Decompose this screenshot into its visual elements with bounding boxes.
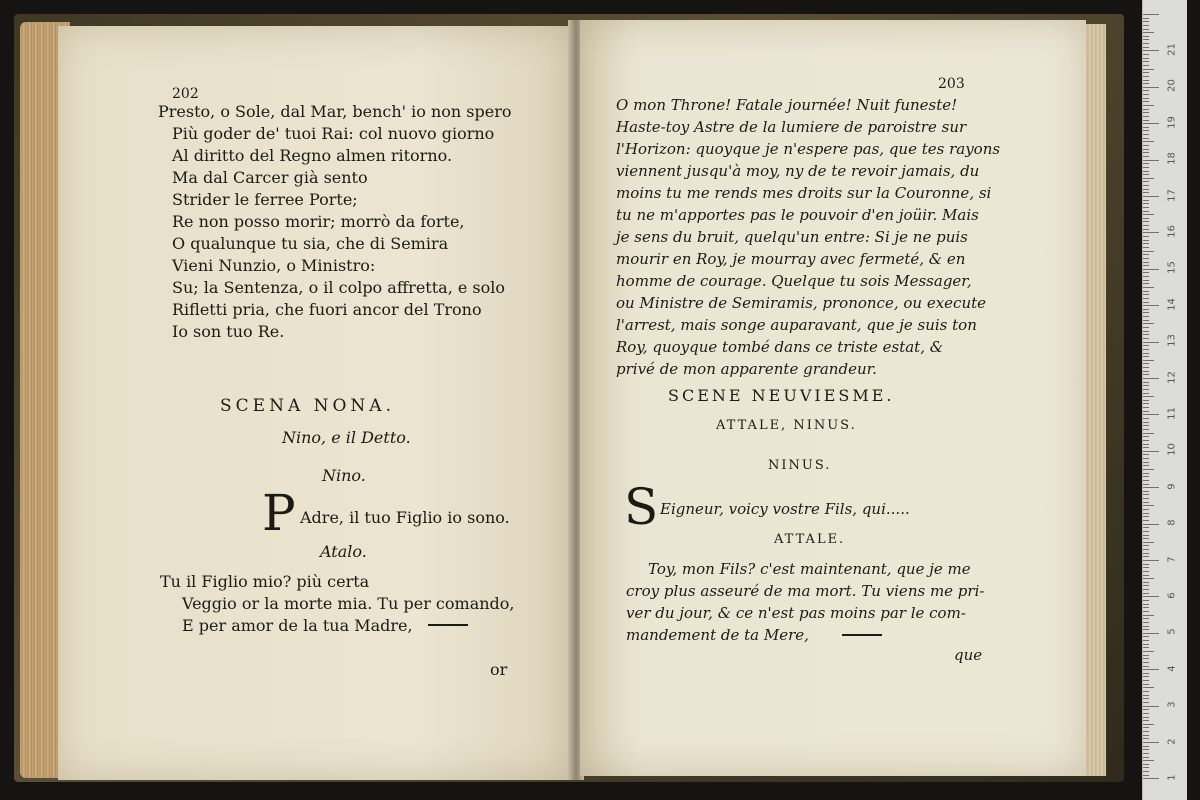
ruler-number: 4 <box>1166 665 1178 672</box>
ruler-tick <box>1143 116 1149 117</box>
ruler-tick <box>1143 269 1159 270</box>
prose-line: ou Ministre de Semiramis, prononce, ou execute <box>616 294 987 312</box>
ruler-tick <box>1143 706 1159 707</box>
ruler-tick <box>1143 454 1149 455</box>
ruler-tick <box>1143 596 1159 597</box>
left-scene-characters: Nino, e il Detto. <box>282 428 411 447</box>
ruler-tick <box>1143 647 1149 648</box>
ruler-number: 6 <box>1166 592 1178 599</box>
ruler-tick <box>1143 69 1154 70</box>
ruler-number: 1 <box>1166 774 1178 781</box>
ruler-number: 5 <box>1166 628 1178 636</box>
ruler-tick <box>1143 680 1149 681</box>
ruler-tick <box>1143 240 1149 241</box>
ruler-tick <box>1143 189 1149 190</box>
ruler-tick <box>1143 436 1149 437</box>
ruler-tick <box>1143 254 1149 255</box>
ruler-tick <box>1143 731 1149 732</box>
verse-line: Re non posso morir; morrò da forte, <box>172 212 465 231</box>
ruler-number: 3 <box>1166 701 1178 708</box>
ruler-tick <box>1143 418 1149 419</box>
ruler-tick <box>1143 32 1154 33</box>
ruler-tick <box>1143 713 1149 714</box>
ruler-tick <box>1143 520 1149 521</box>
verse-line: Rifletti pria, che fuori ancor del Trono <box>172 300 482 319</box>
ruler-number: 7 <box>1166 555 1178 563</box>
left-page-number: 202 <box>172 86 199 102</box>
ruler-tick <box>1143 243 1149 244</box>
ruler-tick <box>1143 29 1149 30</box>
ruler-tick <box>1143 662 1149 663</box>
prose-line: Toy, mon Fils? c'est maintenant, que je me <box>648 560 971 578</box>
ruler-tick <box>1143 225 1149 226</box>
ruler-number: 15 <box>1166 261 1178 275</box>
ruler-tick <box>1143 123 1159 124</box>
ruler-tick <box>1143 393 1149 394</box>
ruler-tick <box>1143 382 1149 383</box>
ruler-tick <box>1143 633 1159 634</box>
ruler-tick <box>1143 80 1149 81</box>
ruler-tick <box>1143 374 1149 375</box>
ruler-number: 2 <box>1166 737 1178 745</box>
ruler-tick <box>1143 687 1154 688</box>
ruler-tick <box>1143 345 1149 346</box>
ruler-tick <box>1143 666 1149 667</box>
ruler-tick <box>1143 316 1149 317</box>
ruler-tick <box>1143 247 1149 248</box>
ruler-tick <box>1143 575 1149 576</box>
ruler-tick <box>1143 18 1149 19</box>
ruler-tick <box>1143 400 1149 401</box>
ruler-tick <box>1143 331 1149 332</box>
ruler-tick <box>1143 203 1149 204</box>
ruler-number: 11 <box>1166 407 1178 420</box>
ruler-tick <box>1143 83 1149 84</box>
ruler-tick <box>1143 775 1149 776</box>
ruler-tick <box>1143 127 1149 128</box>
ruler-tick <box>1143 276 1149 277</box>
ruler-tick <box>1143 505 1154 506</box>
ruler-tick <box>1143 61 1149 62</box>
ruler-tick <box>1143 425 1149 426</box>
ruler-tick <box>1143 760 1154 761</box>
left-speaker-nino: Nino. <box>322 466 366 485</box>
prose-line: mandement de ta Mere, <box>626 626 809 644</box>
verse-line: Più goder de' tuoi Rai: col nuovo giorno <box>172 124 495 143</box>
ruler-tick <box>1143 21 1149 22</box>
ruler-tick <box>1143 171 1149 172</box>
ruler-tick <box>1143 578 1154 579</box>
ruler-tick <box>1143 764 1149 765</box>
ruler-tick <box>1143 298 1149 299</box>
prose-line: mourir en Roy, je mourray avec fermeté, & en <box>616 250 966 268</box>
ruler-tick <box>1143 305 1159 306</box>
ruler-tick <box>1143 338 1149 339</box>
prose-line: je sens du bruit, quelqu'un entre: Si je ne puis <box>616 228 968 246</box>
measuring-ruler <box>1142 0 1187 800</box>
ruler-tick <box>1143 39 1149 40</box>
left-speaker-atalo: Atalo. <box>320 542 367 561</box>
ruler-number: 9 <box>1166 483 1178 490</box>
right-catchword: que <box>954 646 983 664</box>
ruler-tick <box>1143 600 1149 601</box>
ruler-tick <box>1143 207 1149 208</box>
ruler-tick <box>1143 65 1149 66</box>
verse-line: O qualunque tu sia, che di Semira <box>172 234 449 253</box>
ruler-tick <box>1143 360 1154 361</box>
ruler-tick <box>1143 178 1154 179</box>
ruler-number: 19 <box>1166 115 1178 129</box>
ruler-number: 16 <box>1166 225 1178 238</box>
ruler-tick <box>1143 181 1149 182</box>
ruler-tick <box>1143 371 1149 372</box>
ruler-tick <box>1143 720 1149 721</box>
ruler-tick <box>1143 531 1149 532</box>
ruler-tick <box>1143 629 1149 630</box>
ruler-tick <box>1143 673 1149 674</box>
ruler-tick <box>1143 378 1159 379</box>
ruler-tick <box>1143 258 1149 259</box>
ruler-tick <box>1143 43 1149 44</box>
ruler-tick <box>1143 447 1149 448</box>
verse-line: Su; la Sentenza, o il colpo affretta, e solo <box>172 278 506 297</box>
prose-line: croy plus asseuré de ma mort. Tu viens me pri- <box>626 582 985 600</box>
ruler-tick <box>1143 312 1149 313</box>
ruler-tick <box>1143 676 1149 677</box>
ruler-tick <box>1143 604 1149 605</box>
verse-line: Vieni Nunzio, o Ministro: <box>172 256 376 275</box>
ruler-tick <box>1143 36 1149 37</box>
ruler-tick <box>1143 593 1149 594</box>
ruler-tick <box>1143 323 1154 324</box>
ruler-number: 20 <box>1166 79 1178 93</box>
ruler-tick <box>1143 192 1149 193</box>
ruler-tick <box>1143 200 1149 201</box>
ruler-number: 13 <box>1166 334 1178 348</box>
right-page-number: 203 <box>938 76 965 92</box>
left-speech-nino: Adre, il tuo Figlio io sono. <box>300 508 510 527</box>
ruler-tick <box>1143 658 1149 659</box>
ruler-tick <box>1143 589 1149 590</box>
ruler-tick <box>1143 47 1149 48</box>
ruler-tick <box>1143 567 1149 568</box>
ruler-tick <box>1143 14 1159 15</box>
ruler-tick <box>1143 265 1149 266</box>
ruler-tick <box>1143 484 1149 485</box>
ruler-tick <box>1143 535 1149 536</box>
ruler-tick <box>1143 389 1149 390</box>
ruler-tick <box>1143 513 1149 514</box>
ruler-number: 17 <box>1166 188 1178 202</box>
ruler-tick <box>1143 287 1154 288</box>
ruler-tick <box>1143 498 1149 499</box>
ruler-tick <box>1143 134 1149 135</box>
ruler-tick <box>1143 749 1149 750</box>
ruler-tick <box>1143 549 1149 550</box>
ruler-tick <box>1143 607 1149 608</box>
ruler-number: 10 <box>1166 443 1178 457</box>
ruler-tick <box>1143 356 1149 357</box>
ruler-tick <box>1143 524 1159 525</box>
ruler-tick <box>1143 283 1149 284</box>
ruler-tick <box>1143 440 1149 441</box>
left-scene-title: SCENA NONA. <box>220 396 395 416</box>
ruler-tick <box>1143 615 1154 616</box>
left-dash <box>428 624 468 626</box>
ruler-tick <box>1143 105 1154 106</box>
ruler-tick <box>1143 480 1149 481</box>
ruler-tick <box>1143 101 1149 102</box>
ruler-tick <box>1143 444 1149 445</box>
prose-line: Roy, quoyque tombé dans ce triste estat, & <box>616 338 944 356</box>
ruler-number: 12 <box>1166 370 1178 384</box>
ruler-tick <box>1143 636 1149 637</box>
ruler-tick <box>1143 458 1149 459</box>
ruler-tick <box>1143 571 1149 572</box>
ruler-tick <box>1143 494 1149 495</box>
verse-line: Veggio or la morte mia. Tu per comando, <box>182 594 515 613</box>
prose-line: ver du jour, & ce n'est pas moins par le com- <box>626 604 966 622</box>
ruler-tick <box>1143 309 1149 310</box>
ruler-tick <box>1143 294 1149 295</box>
right-speech-ninus: Eigneur, voicy vostre Fils, qui..... <box>660 500 910 518</box>
ruler-tick <box>1143 451 1159 452</box>
ruler-tick <box>1143 149 1149 150</box>
ruler-tick <box>1143 553 1149 554</box>
verse-line: Al diritto del Regno almen ritorno. <box>172 146 453 165</box>
ruler-tick <box>1143 262 1149 263</box>
ruler-tick <box>1143 651 1154 652</box>
ruler-tick <box>1143 320 1149 321</box>
ruler-tick <box>1143 727 1149 728</box>
ruler-tick <box>1143 644 1149 645</box>
ruler-tick <box>1143 473 1149 474</box>
ruler-tick <box>1143 54 1149 55</box>
ruler-tick <box>1143 618 1149 619</box>
ruler-tick <box>1143 280 1149 281</box>
ruler-tick <box>1143 349 1149 350</box>
ruler-number: 18 <box>1166 152 1178 166</box>
ruler-tick <box>1143 556 1149 557</box>
ruler-tick <box>1143 163 1149 164</box>
ruler-tick <box>1143 738 1149 739</box>
ruler-tick <box>1143 112 1149 113</box>
ruler-tick <box>1143 767 1149 768</box>
ruler-tick <box>1143 724 1154 725</box>
ruler-tick <box>1143 698 1149 699</box>
ruler-tick <box>1143 367 1149 368</box>
ruler-tick <box>1143 469 1154 470</box>
ruler-tick <box>1143 109 1149 110</box>
ruler-tick <box>1143 236 1149 237</box>
ruler-tick <box>1143 626 1149 627</box>
ruler-tick <box>1143 120 1149 121</box>
ruler-tick <box>1143 695 1149 696</box>
ruler-tick <box>1143 611 1149 612</box>
ruler-tick <box>1143 717 1149 718</box>
ruler-tick <box>1143 138 1149 139</box>
ruler-tick <box>1143 25 1149 26</box>
ruler-number: 21 <box>1166 43 1178 56</box>
ruler-tick <box>1143 622 1149 623</box>
ruler-tick <box>1143 50 1159 51</box>
ruler-tick <box>1143 527 1149 528</box>
verse-line: E per amor de la tua Madre, <box>182 616 413 635</box>
ruler-tick <box>1143 87 1159 88</box>
ruler-tick <box>1143 130 1149 131</box>
ruler-tick <box>1143 753 1149 754</box>
ruler-tick <box>1143 403 1149 404</box>
ruler-tick <box>1143 327 1149 328</box>
ruler-tick <box>1143 232 1159 233</box>
ruler-tick <box>1143 145 1149 146</box>
ruler-tick <box>1143 502 1149 503</box>
ruler-tick <box>1143 76 1149 77</box>
ruler-tick <box>1143 669 1159 670</box>
ruler-tick <box>1143 156 1149 157</box>
ruler-tick <box>1143 72 1149 73</box>
ruler-tick <box>1143 491 1149 492</box>
prose-line: O mon Throne! Fatale journée! Nuit funeste! <box>616 96 958 114</box>
ruler-tick <box>1143 221 1149 222</box>
ruler-tick <box>1143 465 1149 466</box>
ruler-tick <box>1143 174 1149 175</box>
prose-line: Haste-toy Astre de la lumiere de paroistre sur <box>616 118 967 136</box>
ruler-tick <box>1143 516 1149 517</box>
ruler-tick <box>1143 214 1154 215</box>
ruler-tick <box>1143 94 1149 95</box>
ruler-tick <box>1143 585 1149 586</box>
right-speaker-attale: ATTALE. <box>774 532 846 547</box>
ruler-tick <box>1143 385 1149 386</box>
ruler-tick <box>1143 167 1149 168</box>
ruler-tick <box>1143 353 1149 354</box>
ruler-number: 14 <box>1166 297 1178 311</box>
ruler-tick <box>1143 251 1154 252</box>
ruler-tick <box>1143 564 1149 565</box>
ruler-tick <box>1143 433 1154 434</box>
ruler-tick <box>1143 582 1149 583</box>
left-catchword: or <box>490 660 508 679</box>
prose-line: viennent jusqu'à moy, ny de te revoir jamais, du <box>616 162 980 180</box>
ruler-tick <box>1143 538 1149 539</box>
prose-line: homme de courage. Quelque tu sois Messager, <box>616 272 972 290</box>
ruler-tick <box>1143 742 1159 743</box>
ruler-tick <box>1143 757 1149 758</box>
right-drop-cap: S <box>624 478 659 536</box>
ruler-tick <box>1143 141 1154 142</box>
right-dash <box>842 634 882 636</box>
ruler-tick <box>1143 342 1159 343</box>
ruler-tick <box>1143 735 1149 736</box>
ruler-tick <box>1143 422 1149 423</box>
ruler-tick <box>1143 746 1149 747</box>
ruler-tick <box>1143 684 1149 685</box>
ruler-tick <box>1143 429 1149 430</box>
ruler-tick <box>1143 411 1149 412</box>
ruler-tick <box>1143 152 1149 153</box>
ruler-tick <box>1143 229 1149 230</box>
right-scene-characters: ATTALE, NINUS. <box>716 418 857 433</box>
ruler-tick <box>1143 476 1149 477</box>
ruler-tick <box>1143 196 1159 197</box>
ruler-tick <box>1143 396 1154 397</box>
ruler-tick <box>1143 218 1149 219</box>
ruler-tick <box>1143 407 1149 408</box>
prose-line: l'arrest, mais songe auparavant, que je suis ton <box>616 316 977 334</box>
ruler-tick <box>1143 291 1149 292</box>
right-speaker-ninus: NINUS. <box>768 458 832 473</box>
ruler-tick <box>1143 771 1149 772</box>
prose-line: privé de mon apparente grandeur. <box>616 360 877 378</box>
ruler-tick <box>1143 414 1159 415</box>
ruler-tick <box>1143 98 1149 99</box>
verse-line: Tu il Figlio mio? più certa <box>160 572 370 591</box>
ruler-tick <box>1143 272 1149 273</box>
ruler-tick <box>1143 211 1149 212</box>
ruler-tick <box>1143 302 1149 303</box>
verse-line: Strider le ferree Porte; <box>172 190 358 209</box>
ruler-tick <box>1143 545 1149 546</box>
ruler-tick <box>1143 709 1149 710</box>
ruler-tick <box>1143 462 1149 463</box>
ruler-tick <box>1143 655 1149 656</box>
ruler-tick <box>1143 334 1149 335</box>
ruler-tick <box>1143 90 1149 91</box>
ruler-tick <box>1143 160 1159 161</box>
ruler-tick <box>1143 487 1159 488</box>
ruler-number: 8 <box>1166 519 1178 526</box>
prose-line: moins tu me rends mes droits sur la Couronne, si <box>616 184 992 202</box>
ruler-tick <box>1143 542 1154 543</box>
ruler-tick <box>1143 702 1149 703</box>
ruler-tick <box>1143 691 1149 692</box>
ruler-tick <box>1143 58 1149 59</box>
verse-line: Io son tuo Re. <box>172 322 285 341</box>
prose-line: l'Horizon: quoyque je n'espere pas, que tes rayons <box>616 140 1001 158</box>
ruler-tick <box>1143 509 1149 510</box>
ruler-tick <box>1143 363 1149 364</box>
verse-line: Ma dal Carcer già sento <box>172 168 368 187</box>
verse-line: Presto, o Sole, dal Mar, bench' io non spero <box>158 102 512 121</box>
ruler-tick <box>1143 640 1149 641</box>
right-scene-title: SCENE NEUVIESME. <box>668 386 895 405</box>
left-drop-cap: P <box>262 484 296 542</box>
ruler-tick <box>1143 778 1159 779</box>
ruler-tick <box>1143 185 1149 186</box>
prose-line: tu ne m'apportes pas le pouvoir d'en joüir. Mais <box>616 206 979 224</box>
ruler-tick <box>1143 560 1159 561</box>
